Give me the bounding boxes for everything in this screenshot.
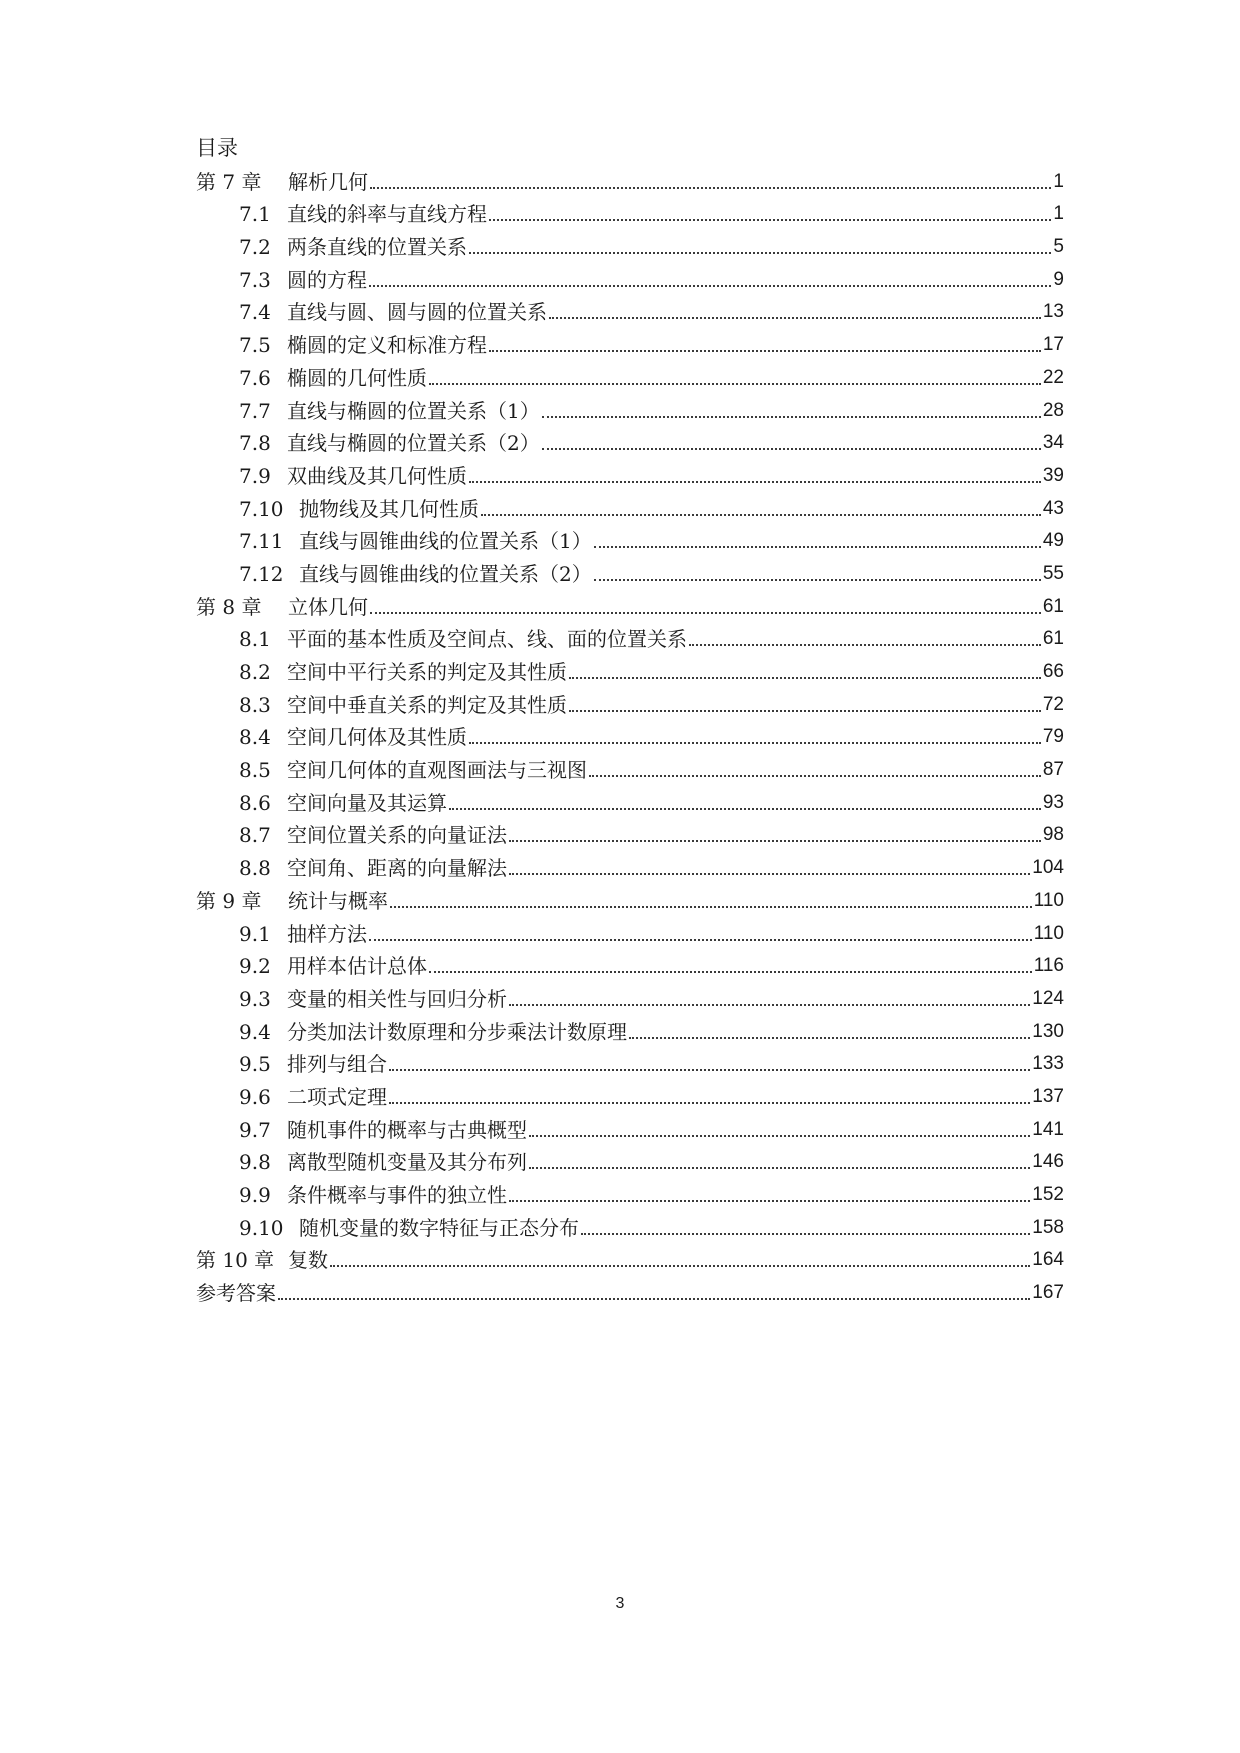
page-number: 3	[615, 1595, 625, 1612]
toc-entry-page: 98	[1042, 824, 1064, 846]
toc-dot-leader	[542, 448, 1041, 450]
toc-dot-leader	[369, 939, 1032, 941]
toc-dot-leader	[278, 1298, 1030, 1300]
toc-dot-leader	[509, 840, 1041, 842]
toc-dot-leader	[469, 252, 1051, 254]
toc-entry-number: 9.2	[239, 954, 271, 979]
toc-dot-leader	[629, 1037, 1030, 1039]
toc-entry-label: 离散型随机变量及其分布列	[287, 1150, 527, 1175]
toc-entry-page: 124	[1032, 987, 1064, 1009]
toc-entry-number: 第 8 章	[196, 594, 262, 619]
toc-entry-page: 110	[1033, 889, 1064, 911]
toc-entry-label: 圆的方程	[287, 267, 367, 292]
toc-entry-number: 7.12	[239, 561, 284, 586]
toc-entry-page: 130	[1032, 1020, 1064, 1042]
toc-entry-page: 49	[1042, 530, 1064, 552]
toc-dot-leader	[469, 481, 1041, 483]
toc-entry-number: 8.8	[239, 856, 271, 881]
toc-entry-page: 1	[1053, 170, 1064, 192]
toc-list	[196, 164, 1064, 1308]
toc-dot-leader	[369, 285, 1051, 287]
toc-entry-page: 146	[1032, 1151, 1064, 1173]
toc-section-entry[interactable]	[196, 1047, 1064, 1080]
toc-section-entry[interactable]	[196, 818, 1064, 851]
toc-entry-page: 22	[1042, 366, 1064, 388]
toc-section-entry[interactable]	[196, 622, 1064, 655]
toc-entry-label: 分类加法计数原理和分步乘法计数原理	[287, 1019, 627, 1044]
toc-entry-label: 直线与圆锥曲线的位置关系（1）	[299, 529, 592, 554]
toc-section-entry[interactable]	[196, 556, 1064, 589]
toc-dot-leader	[569, 677, 1041, 679]
toc-section-entry[interactable]	[196, 524, 1064, 557]
toc-dot-leader	[429, 383, 1041, 385]
toc-section-entry[interactable]	[196, 687, 1064, 720]
toc-entry-label: 直线与圆锥曲线的位置关系（2）	[299, 561, 592, 586]
toc-section-entry[interactable]	[196, 327, 1064, 360]
toc-dot-leader	[389, 1069, 1030, 1071]
toc-entry-number: 9.6	[239, 1084, 271, 1109]
toc-dot-leader	[469, 742, 1041, 744]
toc-entry-label: 参考答案	[196, 1281, 276, 1306]
toc-entry-page: 61	[1042, 628, 1064, 650]
toc-entry-number: 7.8	[239, 431, 271, 456]
toc-entry-page: 158	[1032, 1216, 1064, 1238]
toc-entry-number: 8.7	[239, 823, 271, 848]
toc-section-entry[interactable]	[196, 426, 1064, 459]
toc-entry-page: 116	[1033, 955, 1064, 977]
toc-entry-label: 双曲线及其几何性质	[287, 463, 467, 488]
toc-section-entry[interactable]	[196, 262, 1064, 295]
toc-entry-label: 二项式定理	[287, 1084, 387, 1109]
toc-entry-number: 第 10 章	[196, 1248, 275, 1273]
toc-entry-page: 13	[1042, 301, 1064, 323]
toc-dot-leader	[330, 1265, 1030, 1267]
toc-chapter-entry[interactable]	[196, 164, 1064, 197]
toc-entry-number: 7.4	[239, 300, 271, 325]
toc-dot-leader	[549, 317, 1041, 319]
toc-entry-number: 9.10	[239, 1215, 284, 1240]
toc-entry-label: 直线与椭圆的位置关系（1）	[287, 398, 540, 423]
toc-section-entry[interactable]	[196, 720, 1064, 753]
toc-dot-leader	[489, 219, 1051, 221]
toc-section-entry[interactable]	[196, 229, 1064, 262]
toc-dot-leader	[529, 1167, 1030, 1169]
toc-entry-page: 164	[1032, 1249, 1064, 1271]
toc-dot-leader	[370, 612, 1041, 614]
toc-dot-leader	[594, 579, 1041, 581]
toc-dot-leader	[390, 906, 1032, 908]
toc-entry-number: 9.4	[239, 1019, 271, 1044]
toc-section-entry[interactable]	[196, 1210, 1064, 1243]
toc-entry-number: 7.11	[239, 529, 284, 554]
toc-entry-number: 8.4	[239, 725, 271, 750]
toc-dot-leader	[509, 1200, 1030, 1202]
toc-entry-number: 7.7	[239, 398, 271, 423]
toc-entry-page: 66	[1042, 661, 1064, 682]
toc-entry-number: 8.6	[239, 790, 271, 815]
toc-section-entry[interactable]	[196, 295, 1064, 328]
toc-entry-page: 137	[1032, 1085, 1064, 1107]
toc-entry-label: 空间几何体的直观图画法与三视图	[287, 758, 587, 783]
toc-entry-label: 空间中平行关系的判定及其性质	[287, 660, 567, 684]
toc-entry-page: 110	[1033, 922, 1064, 944]
toc-entry-page: 1	[1053, 203, 1064, 225]
toc-entry-label: 抽样方法	[287, 921, 367, 946]
toc-section-entry[interactable]	[196, 1145, 1064, 1178]
toc-entry-page: 133	[1032, 1053, 1064, 1075]
toc-entry-number: 8.5	[239, 758, 271, 783]
toc-entry-label: 随机事件的概率与古典概型	[287, 1117, 527, 1142]
toc-section-entry[interactable]	[196, 752, 1064, 785]
toc-section-entry[interactable]	[196, 654, 1064, 687]
toc-section-entry[interactable]	[196, 360, 1064, 393]
toc-entry-page: 61	[1042, 595, 1064, 617]
toc-section-entry[interactable]	[196, 197, 1064, 230]
toc-entry-number: 7.3	[239, 267, 271, 292]
toc-entry-number: 第 9 章	[196, 888, 262, 913]
toc-entry-number: 7.6	[239, 365, 271, 390]
toc-entry-page: 104	[1032, 857, 1064, 879]
toc-entry-page: 87	[1042, 759, 1064, 781]
toc-dot-leader	[370, 187, 1051, 189]
toc-entry-page: 5	[1053, 236, 1064, 258]
toc-entry-label: 直线的斜率与直线方程	[287, 202, 487, 227]
toc-dot-leader	[589, 775, 1041, 777]
toc-section-entry[interactable]	[196, 916, 1064, 949]
toc-entry-number: 7.9	[239, 463, 271, 488]
toc-entry-page: 72	[1042, 693, 1064, 715]
toc-entry-number: 9.3	[239, 986, 271, 1011]
toc-dot-leader	[389, 1102, 1030, 1104]
toc-entry-label: 平面的基本性质及空间点、线、面的位置关系	[287, 627, 687, 652]
toc-entry-number: 8.3	[239, 692, 271, 717]
toc-entry-page: 141	[1032, 1118, 1064, 1140]
toc-entry-label: 立体几何	[288, 594, 368, 619]
toc-entry-label: 空间中垂直关系的判定及其性质	[287, 692, 567, 717]
toc-dot-leader	[509, 1004, 1030, 1006]
toc-section-entry[interactable]	[196, 491, 1064, 524]
toc-section-entry[interactable]	[196, 850, 1064, 883]
toc-chapter-entry[interactable]	[196, 1243, 1064, 1276]
toc-entry-number: 9.9	[239, 1183, 271, 1207]
toc-entry-label: 排列与组合	[287, 1052, 387, 1077]
toc-entry-number: 9.1	[239, 921, 271, 946]
toc-entry-label: 空间位置关系的向量证法	[287, 823, 507, 848]
toc-entry-page: 39	[1042, 464, 1064, 486]
toc-dot-leader	[529, 1135, 1030, 1137]
toc-entry-label: 椭圆的定义和标准方程	[287, 333, 487, 358]
table-of-contents	[196, 132, 1064, 1308]
toc-entry-number: 第 7 章	[196, 169, 262, 194]
toc-section-entry[interactable]	[196, 949, 1064, 982]
toc-entry-label: 抛物线及其几何性质	[299, 496, 479, 521]
toc-entry-number: 7.1	[239, 202, 271, 227]
toc-entry-page: 28	[1042, 399, 1064, 421]
toc-entry-label: 两条直线的位置关系	[287, 235, 467, 260]
toc-entry-number: 7.10	[239, 496, 284, 521]
toc-entry-number: 9.7	[239, 1117, 271, 1142]
toc-dot-leader	[581, 1233, 1030, 1235]
toc-entry-label: 用样本估计总体	[287, 954, 427, 979]
toc-entry-label: 随机变量的数字特征与正态分布	[299, 1215, 579, 1240]
toc-entry-number: 9.8	[239, 1150, 271, 1175]
toc-title: 目录	[196, 136, 238, 160]
toc-section-entry[interactable]	[196, 1014, 1064, 1047]
toc-section-entry[interactable]	[196, 981, 1064, 1014]
toc-entry-page: 17	[1042, 334, 1064, 356]
toc-entry-page: 55	[1042, 562, 1064, 584]
toc-entry-number: 8.1	[239, 627, 271, 652]
toc-dot-leader	[594, 546, 1041, 548]
toc-section-entry[interactable]	[196, 1079, 1064, 1112]
toc-dot-leader	[489, 350, 1041, 352]
toc-section-entry[interactable]	[196, 785, 1064, 818]
toc-dot-leader	[481, 514, 1041, 516]
toc-entry-number: 9.5	[239, 1052, 271, 1077]
toc-entry-page: 93	[1042, 791, 1064, 813]
toc-entry-label: 变量的相关性与回归分析	[287, 986, 507, 1011]
toc-entry-label: 统计与概率	[288, 888, 388, 913]
toc-entry-number: 7.5	[239, 333, 271, 358]
toc-entry-page: 43	[1042, 497, 1064, 519]
toc-entry-page: 167	[1032, 1282, 1064, 1304]
toc-dot-leader	[569, 710, 1041, 712]
toc-section-entry[interactable]	[196, 1112, 1064, 1145]
toc-entry-page: 152	[1032, 1184, 1064, 1205]
toc-chapter-entry[interactable]	[196, 1275, 1064, 1308]
toc-dot-leader	[429, 971, 1032, 973]
toc-dot-leader	[689, 644, 1041, 646]
toc-entry-page: 9	[1053, 268, 1064, 290]
toc-dot-leader	[449, 808, 1041, 810]
toc-entry-label: 椭圆的几何性质	[287, 365, 427, 390]
toc-entry-label: 空间几何体及其性质	[287, 725, 467, 750]
toc-section-entry[interactable]	[196, 1177, 1064, 1210]
toc-section-entry[interactable]	[196, 458, 1064, 491]
toc-entry-label: 解析几何	[288, 169, 368, 194]
toc-entry-label: 复数	[288, 1248, 328, 1273]
toc-entry-page: 34	[1042, 432, 1064, 454]
toc-entry-page: 79	[1042, 726, 1064, 748]
toc-entry-label: 直线与椭圆的位置关系（2）	[287, 431, 540, 456]
toc-entry-label: 空间角、距离的向量解法	[287, 856, 507, 881]
toc-chapter-entry[interactable]	[196, 589, 1064, 622]
toc-entry-label: 条件概率与事件的独立性	[287, 1183, 507, 1207]
toc-dot-leader	[509, 873, 1030, 875]
toc-section-entry[interactable]	[196, 393, 1064, 426]
toc-chapter-entry[interactable]	[196, 883, 1064, 916]
toc-dot-leader	[542, 416, 1041, 418]
toc-entry-number: 7.2	[239, 235, 271, 260]
toc-entry-label: 直线与圆、圆与圆的位置关系	[287, 300, 547, 325]
toc-entry-label: 空间向量及其运算	[287, 790, 447, 815]
toc-entry-number: 8.2	[239, 660, 271, 684]
